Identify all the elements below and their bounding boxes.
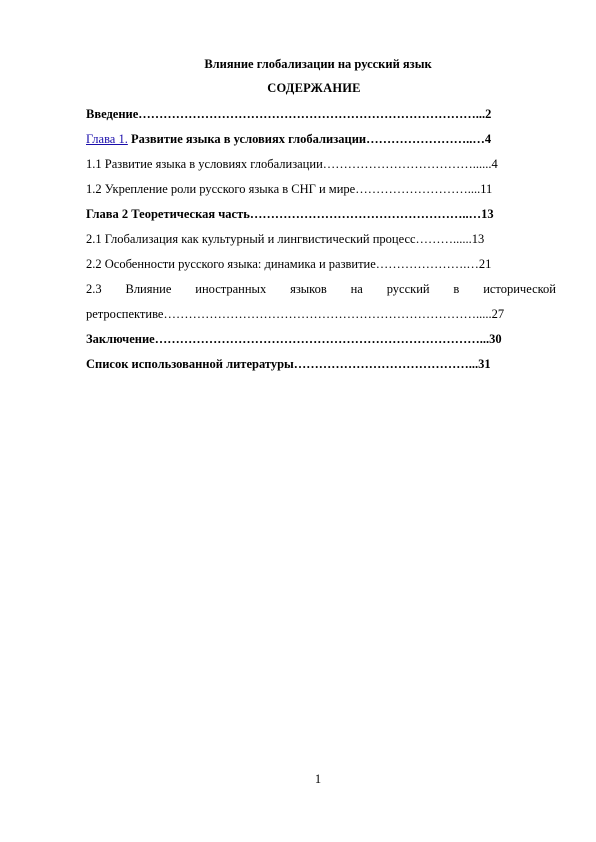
chapter-1-link[interactable]: Глава 1. [86, 132, 128, 146]
toc-entry-references: Список использованной литературы……………………………………...31 [86, 357, 491, 371]
toc-entry-section-1-1: 1.1 Развитие языка в условиях глобализации………………………………......4 [86, 157, 498, 171]
table-of-contents [86, 102, 556, 377]
toc-entry-section-2-1: 2.1 Глобализация как культурный и лингвистический процесс………......13 [86, 232, 485, 246]
document-title: Влияние глобализации на русский язык [204, 57, 432, 71]
toc-entry-chapter-1 [86, 127, 556, 152]
toc-entry-section-2-3-line-1: 2.3 Влияние иностранных языков на русский в исторической [86, 282, 556, 296]
toc-entry-conclusion: Заключение……………………………………………………………………...30 [86, 332, 502, 346]
toc-entry-section-2-2: 2.2 Особенности русского языка: динамика и развитие………………….…21 [86, 257, 492, 271]
toc-entry-section-1-2: 1.2 Укрепление роли русского языка в СНГ и мире………………………....11 [86, 182, 493, 196]
toc-entry-chapter-2: Глава 2 Теоретическая часть……………………………………………..…13 [86, 207, 494, 221]
toc-entry-introduction: Введение………………………………………………………………………...2 [86, 107, 492, 121]
toc-entry-section-2-3-line-2: ретроспективе………………………………………………………………….....27 [86, 307, 505, 321]
toc-heading: СОДЕРЖАНИЕ [267, 81, 361, 95]
chapter-1-title: Развитие языка в условиях глобализации……………………..…4 [127, 132, 492, 146]
page-number: 1 [314, 772, 322, 786]
